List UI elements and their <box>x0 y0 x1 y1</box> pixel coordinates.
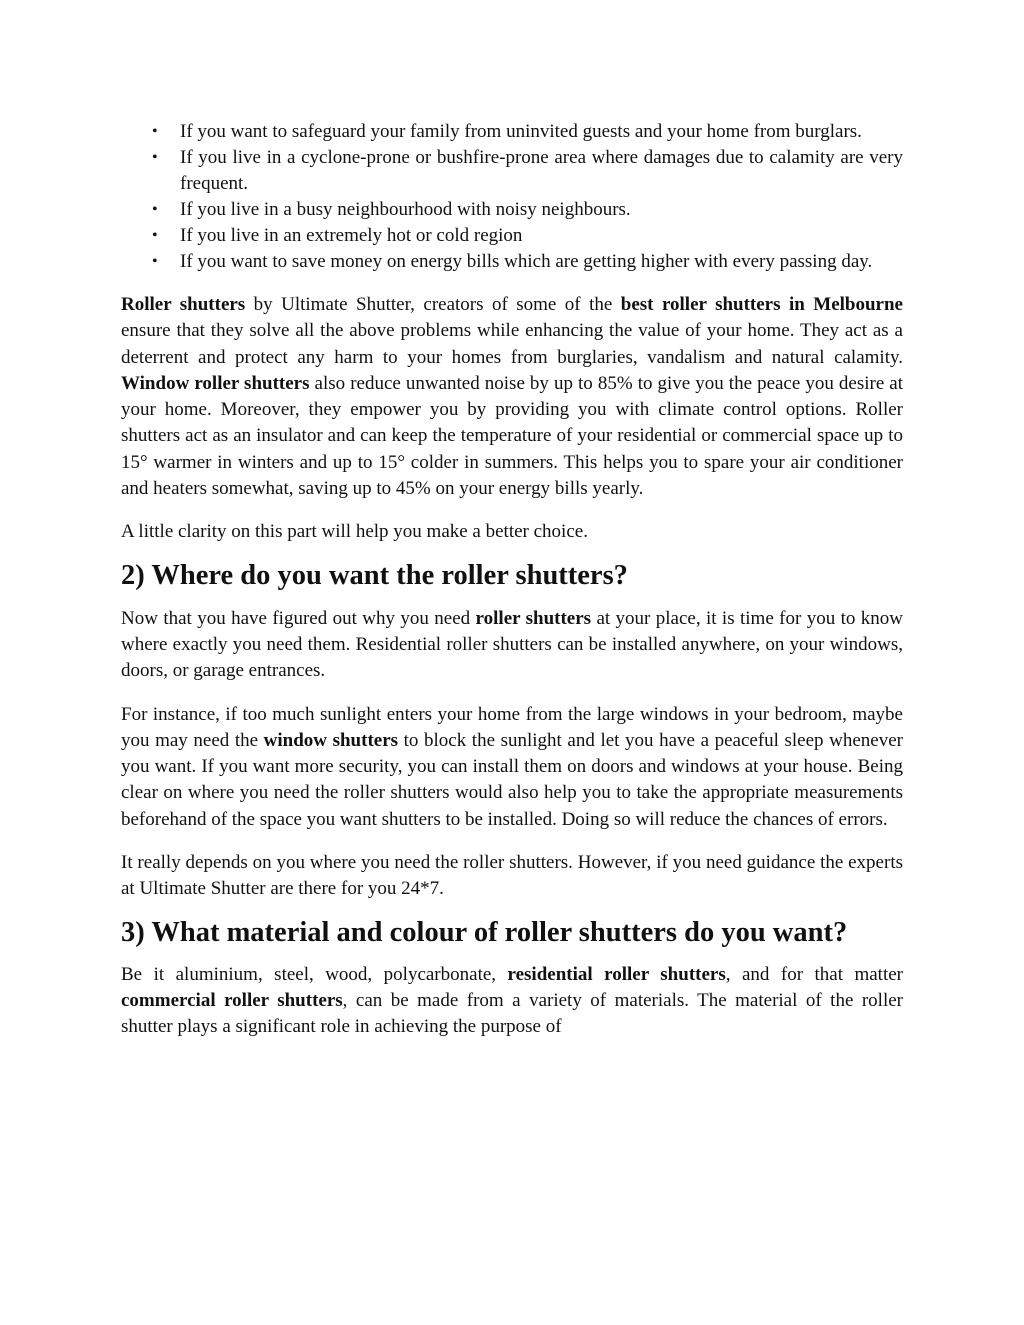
list-item <box>121 249 903 275</box>
list-item-text: If you want to safeguard your family from uninvited guests and your home from burglars. <box>180 121 862 142</box>
list-item-text: If you live in a cyclone-prone or bushfire-prone area where damages due to calamity are very frequent. <box>180 147 903 194</box>
list-item-text: If you want to save money on energy bills which are getting higher with every passing day. <box>180 251 873 272</box>
section-heading-material: 3) What material and colour of roller shutters do you want? <box>121 916 848 948</box>
bullet-icon: • <box>152 201 158 218</box>
paragraph-text: , and for that matter <box>725 963 903 985</box>
material-paragraph <box>121 962 903 1041</box>
bold-phrase: commercial roller shutters <box>121 989 343 1011</box>
paragraph-text: also reduce unwanted noise by up to 85% to give you the peace you desire at your home. Moreover, they empower you by providing you with climate control options. Roller shutters act as an insulator and can keep the temperature of your residential or commercial space up to 15° warmer in winters and up to 15° colder in summers. This helps you to spare your air conditioner and heaters somewhat, saving up to 45% on your energy bills yearly. <box>121 372 904 500</box>
paragraph-text: Be it aluminium, steel, wood, polycarbonate, <box>121 963 508 985</box>
list-item <box>121 119 903 145</box>
section-heading-where: 2) Where do you want the roller shutters? <box>121 559 628 591</box>
bullet-icon: • <box>152 253 158 270</box>
paragraph-text: Now that you have figured out why you need <box>121 607 476 629</box>
bullet-icon: • <box>152 149 158 166</box>
list-item <box>121 145 903 197</box>
list-item <box>121 197 903 223</box>
guidance-paragraph: It really depends on you where you need the roller shutters. However, if you need guidance the experts at Ultimate Shutter are there for you 24*7. <box>121 852 903 900</box>
list-item-text: If you live in an extremely hot or cold region <box>180 225 523 246</box>
sunlight-paragraph <box>121 702 903 833</box>
roller-shutters-intro-paragraph <box>121 292 903 502</box>
document-page <box>121 119 903 1041</box>
bold-phrase: window shutters <box>263 729 399 751</box>
paragraph-text: ensure that they solve all the above problems while enhancing the value of your home. They act as a deterrent and protect any harm to your homes from burglaries, vandalism and natural calamity. <box>121 320 903 368</box>
bold-phrase: roller shutters <box>475 607 592 629</box>
bold-phrase: Roller shutters <box>121 294 246 315</box>
bullet-icon: • <box>152 123 158 140</box>
paragraph-text: , can be made from a variety of materials. The material of the roller shutter plays a significant role in achieving the purpose of <box>121 989 903 1038</box>
bold-phrase: Window roller shutters <box>121 372 310 394</box>
bold-phrase: best roller shutters in Melbourne <box>620 294 903 315</box>
clarity-paragraph: A little clarity on this part will help you make a better choice. <box>121 521 588 543</box>
list-item <box>121 223 903 249</box>
bullet-icon: • <box>152 227 158 244</box>
paragraph-text: at your place, it is time for you to know where exactly you need them. Residential roller shutters can be installed anywhere, on your windows, doors, or garage entrances. <box>121 607 903 682</box>
list-item-text: If you live in a busy neighbourhood with noisy neighbours. <box>180 199 631 220</box>
where-paragraph <box>121 606 903 685</box>
reasons-bullet-list <box>121 119 903 275</box>
paragraph-text: by Ultimate Shutter, creators of some of the <box>245 294 621 315</box>
bold-phrase: residential roller shutters <box>507 963 726 985</box>
paragraph-text: For instance, if too much sunlight enters your home from the large windows in your bedroom, maybe you may need the <box>121 703 903 751</box>
paragraph-text: to block the sunlight and let you have a peaceful sleep whenever you want. If you want more security, you can install them on doors and windows at your house. Being clear on where you need the roller shutters would also help you to take the appropriate measurements beforehand of the space you want shutters to be installed. Doing so will reduce the chances of errors. <box>121 729 903 830</box>
